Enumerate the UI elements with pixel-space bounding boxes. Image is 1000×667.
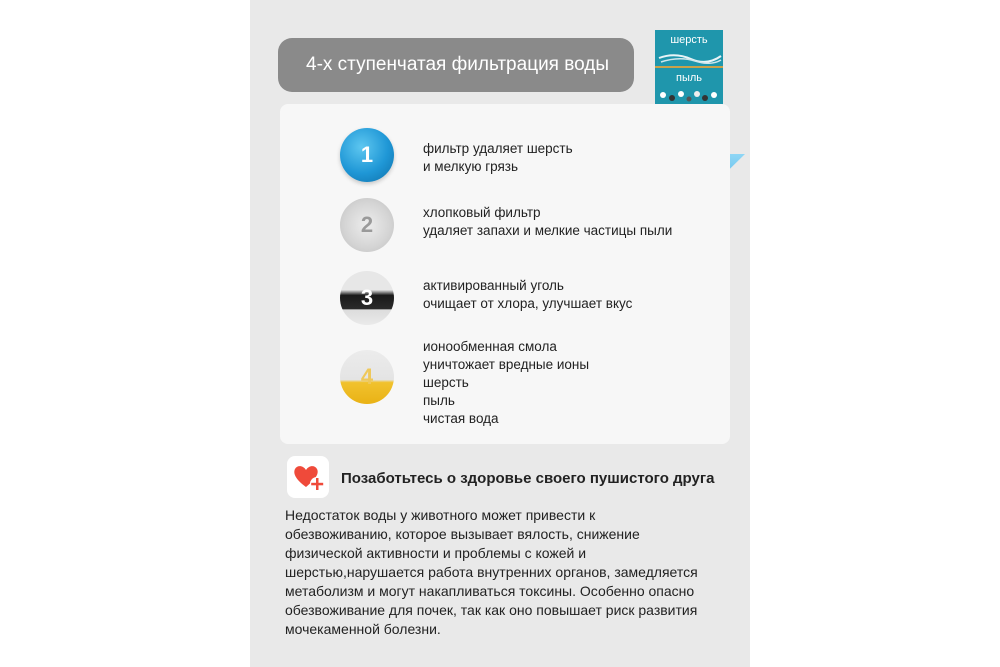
step-4-line: пыль	[423, 393, 455, 408]
step-2-badge	[340, 198, 394, 252]
step-2-line: удаляет запахи и мелкие частицы пыли	[423, 223, 673, 238]
step-3-line: очищает от хлора, улучшает вкус	[423, 296, 633, 311]
heart-plus-icon	[287, 456, 329, 498]
paragraph-line: шерстью,нарушается работа внутренних органов, замедляется	[285, 564, 698, 580]
step-1-badge	[340, 128, 394, 182]
paragraph-line: Недостаток воды у животного может привести к	[285, 507, 596, 523]
paragraph-line: мочекаменной болезни.	[285, 621, 441, 637]
filtration-steps-card	[280, 104, 730, 444]
layer-fur	[655, 30, 723, 66]
step-4-line: шерсть	[423, 375, 469, 390]
step-3-number: 3	[360, 285, 374, 310]
step-3-text	[423, 277, 632, 313]
step-4-number: 4	[360, 364, 374, 389]
layer-fur-label: шерсть	[670, 34, 708, 46]
step-3-line: активированный уголь	[423, 278, 564, 293]
paragraph-line: физической активности и проблемы с кожей и	[285, 545, 587, 561]
step-1-number: 1	[360, 142, 374, 167]
step-1-line: и мелкую грязь	[423, 159, 519, 174]
step-4-text	[423, 338, 589, 428]
page-title: 4-х ступенчатая фильтрация воды	[278, 38, 634, 92]
fur-strands-icon	[655, 50, 723, 64]
health-heading: Позаботьтесь о здоровье своего пушистого друга	[341, 470, 715, 487]
paragraph-line: метаболизм и могут накапливаться токсины. Особенно опасно	[285, 583, 695, 599]
health-paragraph	[285, 506, 725, 639]
step-1-text	[423, 140, 573, 176]
step-4-badge	[340, 350, 394, 404]
paragraph-line: обезвоживание для почек, так как оно повышает риск развития	[285, 602, 698, 618]
paragraph-line: обезвоживанию, которое вызывает вялость, снижение	[285, 526, 640, 542]
step-4-line: чистая вода	[423, 411, 499, 426]
dust-particles-icon	[655, 88, 723, 104]
step-2-text	[423, 204, 672, 240]
layer-dust	[655, 68, 723, 106]
layer-dust-label: пыль	[675, 72, 702, 84]
product-panel	[250, 0, 750, 667]
step-2-number: 2	[360, 212, 374, 237]
step-2-line: хлопковый фильтр	[423, 205, 541, 220]
step-4-line: уничтожает вредные ионы	[423, 357, 590, 372]
step-3-badge	[340, 271, 394, 325]
step-4-line: ионообменная смола	[423, 339, 557, 354]
step-1-line: фильтр удаляет шерсть	[423, 141, 573, 156]
